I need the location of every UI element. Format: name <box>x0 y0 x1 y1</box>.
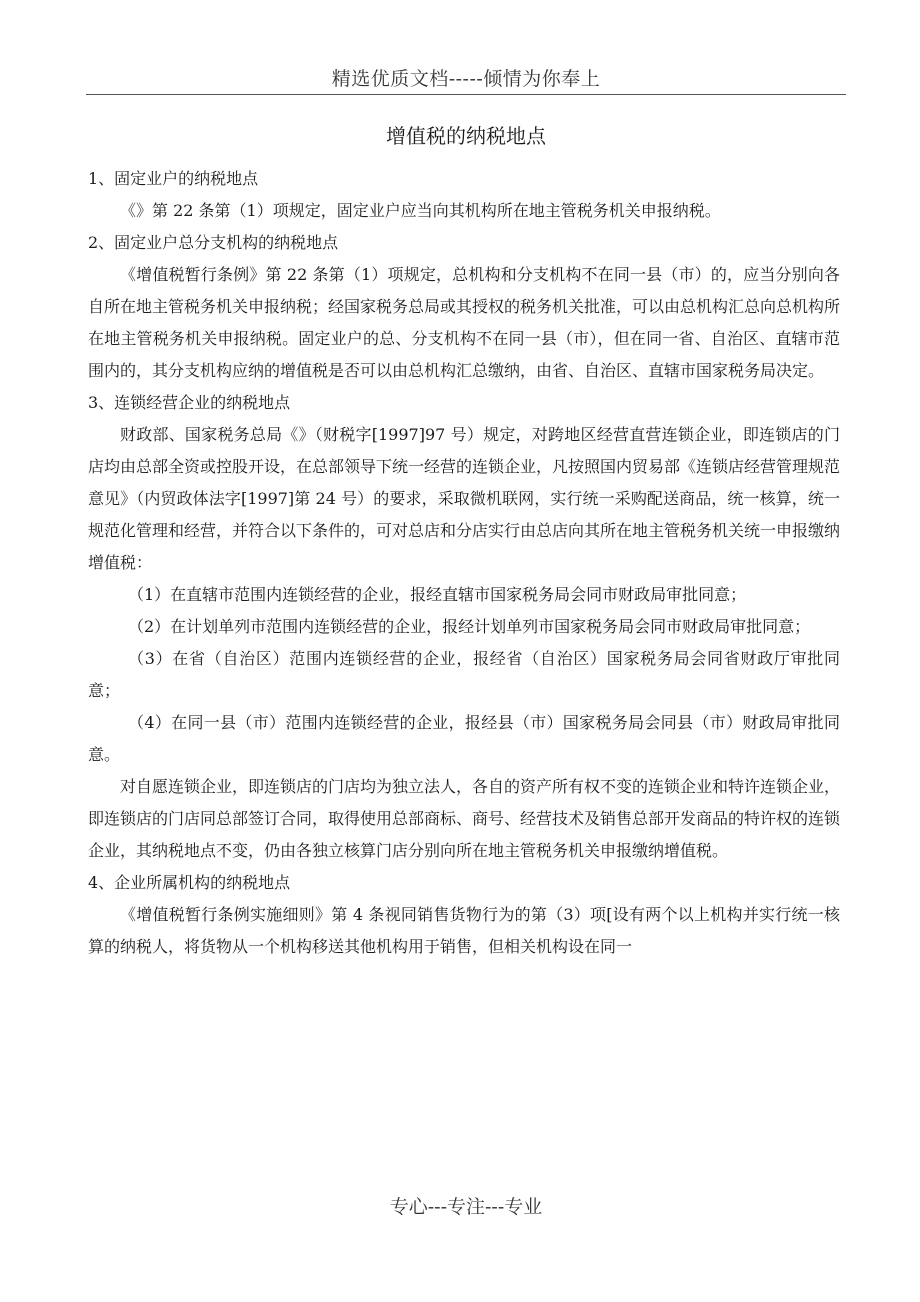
condition-item-2: （2）在计划单列市范围内连锁经营的企业，报经计划单列市国家税务局会同市财政局审批同意； <box>128 617 811 636</box>
paragraph-affiliated-institutions: 《增值税暂行条例实施细则》第 4 条视同销售货物行为的第（3）项[设有两个以上机构并实行统一核算的纳税人，将货物从一个机构移送其他机构用于销售，但相关机构设在同一 <box>88 905 840 956</box>
paragraph-chain-enterprises: 财政部、国家税务总局《》（财税字[1997]97 号）规定，对跨地区经营直营连锁企业，即连锁店的门店均由总部全资或控股开设，在总部领导下统一经营的连锁企业，凡按照国内贸易部《连锁店经营管理规范意见》（内贸政体法字[1997]第 24 号）的要求，采取微机联网，实行统一采购配送商品，统一核算，统一规范化管理和经营，并符合以下条件的，可对总店和分店实行由总店向其所在地主管税务机关统一申报缴纳增值税： <box>88 425 841 572</box>
page-footer: 专心---专注---专业 <box>389 1196 543 1218</box>
section-heading-4: 4、企业所属机构的纳税地点 <box>88 873 291 892</box>
paragraph-voluntary-chain: 对自愿连锁企业，即连锁店的门店均为独立法人，各自的资产所有权不变的连锁企业和特许连锁企业，即连锁店的门店同总部签订合同，取得使用总部商标、商号、经营技术及销售总部开发商品的特许权的连锁企业，其纳税地点不变，仍由各独立核算门店分别向所在地主管税务机关申报缴纳增值税。 <box>88 777 841 860</box>
condition-item-1: （1）在直辖市范围内连锁经营的企业，报经直辖市国家税务局会同市财政局审批同意； <box>128 585 747 604</box>
section-heading-1: 1、固定业户的纳税地点 <box>88 169 259 188</box>
section-heading-3: 3、连锁经营企业的纳税地点 <box>88 393 291 412</box>
paragraph-fixed-household: 《》第 22 条第（1）项规定，固定业户应当向其机构所在地主管税务机关申报纳税。 <box>120 201 721 220</box>
page-header: 精选优质文档-----倾情为你奉上 <box>331 68 601 90</box>
header-rule <box>86 94 846 95</box>
paragraph-branch-institutions: 《增值税暂行条例》第 22 条第（1）项规定，总机构和分支机构不在同一县（市）的，应当分别向各自所在地主管税务机关申报纳税；经国家税务总局或其授权的税务机关批准，可以由总机构汇总向总机构所在地主管税务机关申报纳税。固定业户的总、分支机构不在同一县（市），但在同一省、自治区、直辖市范围内的，其分支机构应纳的增值税是否可以由总机构汇总缴纳，由省、自治区、直辖市国家税务局决定。 <box>88 265 841 380</box>
document-title: 增值税的纳税地点 <box>386 124 546 148</box>
condition-item-3: （3）在省（自治区）范围内连锁经营的企业，报经省（自治区）国家税务局会同省财政厅审批同意； <box>88 649 840 700</box>
document-body <box>88 163 840 963</box>
condition-item-4: （4）在同一县（市）范围内连锁经营的企业，报经县（市）国家税务局会同县（市）财政局审批同意。 <box>88 713 840 764</box>
section-heading-2: 2、固定业户总分支机构的纳税地点 <box>88 233 339 252</box>
